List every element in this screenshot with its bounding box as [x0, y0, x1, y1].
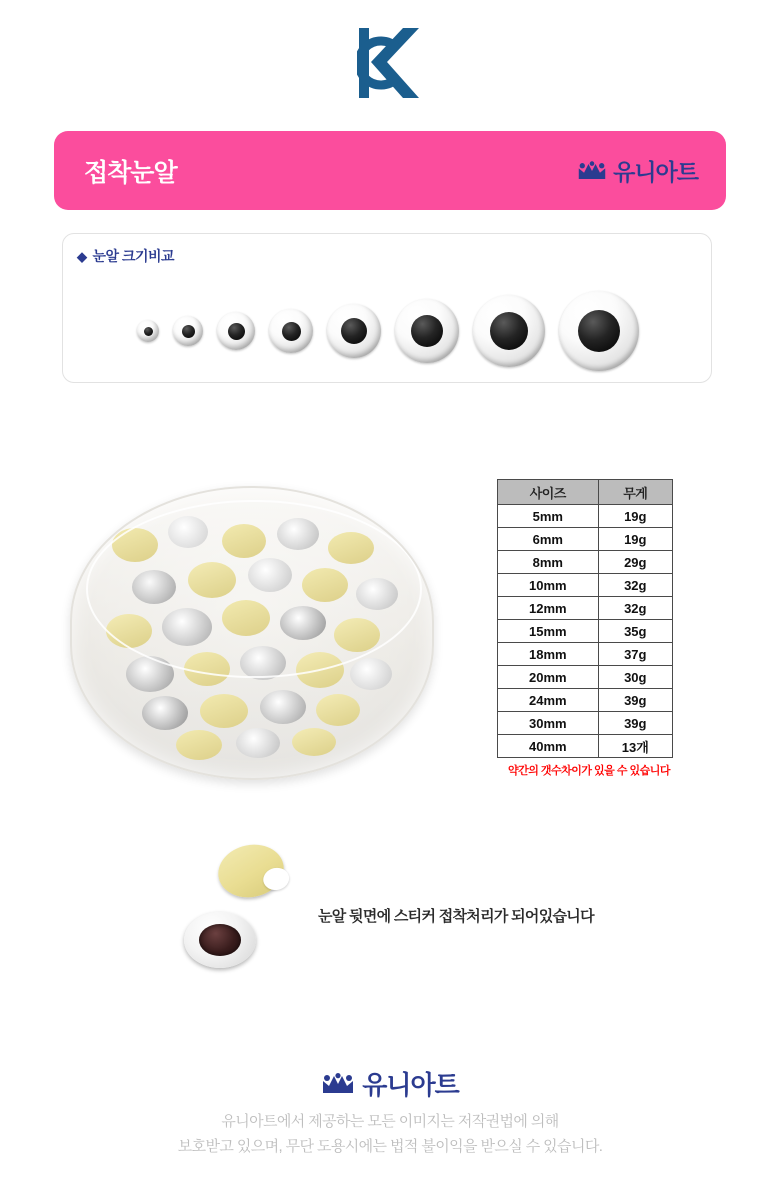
sticker-back-sample — [213, 839, 288, 904]
chip — [106, 614, 152, 648]
footer-brand-logo — [0, 1065, 780, 1102]
size-compare-label — [77, 246, 174, 266]
eye-pupil — [282, 322, 301, 341]
eye-size-row — [63, 286, 713, 376]
chip — [176, 730, 222, 760]
cell-size: 15mm — [498, 620, 599, 643]
cell-weight: 32g — [598, 597, 672, 620]
eye-sample — [217, 312, 255, 350]
cell-size: 5mm — [498, 505, 599, 528]
cell-size: 20mm — [498, 666, 599, 689]
footer-brand-name: 유니아트 — [362, 1070, 459, 1100]
brand-logo — [577, 154, 698, 187]
chip — [328, 532, 374, 564]
brand-name: 유니아트 — [613, 159, 698, 185]
table-row — [498, 505, 673, 528]
eye-sample — [473, 295, 545, 367]
cell-size: 18mm — [498, 643, 599, 666]
cell-weight: 32g — [598, 574, 672, 597]
chip — [162, 608, 212, 646]
eye-pupil — [144, 327, 153, 336]
copyright-line-1: 유니아트에서 제공하는 모든 이미지는 저작권법에 의해 — [221, 1113, 559, 1130]
product-container — [70, 486, 434, 780]
chip — [350, 658, 392, 690]
chip — [132, 570, 176, 604]
size-compare-box — [62, 233, 712, 383]
cell-size: 40mm — [498, 735, 599, 758]
spec-table — [497, 479, 673, 758]
eye-pupil — [228, 323, 245, 340]
kc-mark-icon — [357, 26, 423, 100]
cell-size: 10mm — [498, 574, 599, 597]
chip — [188, 562, 236, 598]
eye-pupil — [490, 312, 528, 350]
table-row — [498, 551, 673, 574]
table-row — [498, 666, 673, 689]
table-row — [498, 620, 673, 643]
table-row — [498, 574, 673, 597]
eye-sample — [327, 304, 381, 358]
eye-sample — [269, 309, 313, 353]
chip — [280, 606, 326, 640]
eye-sample — [395, 299, 459, 363]
cell-weight: 19g — [598, 505, 672, 528]
chip — [356, 578, 398, 610]
chip — [168, 516, 208, 548]
chip — [260, 690, 306, 724]
chip — [200, 694, 248, 728]
cell-size: 6mm — [498, 528, 599, 551]
eye-pupil — [199, 924, 241, 956]
table-header-row — [498, 480, 673, 505]
cell-weight: 29g — [598, 551, 672, 574]
chip — [112, 528, 158, 562]
chip — [248, 558, 292, 592]
chip — [222, 524, 266, 558]
eye-front-sample — [184, 912, 256, 968]
chip — [316, 694, 360, 726]
product-photo — [60, 466, 440, 796]
column-header-size: 사이즈 — [498, 480, 599, 505]
chip — [296, 652, 344, 688]
quantity-note: 약간의 갯수차이가 있을 수 있습니다 — [507, 765, 671, 777]
table-row — [498, 597, 673, 620]
eye-sample — [137, 320, 159, 342]
chip — [334, 618, 380, 652]
table-row — [498, 689, 673, 712]
diamond-bullet-icon: ◆ — [77, 248, 87, 264]
copyright-line-2: 보호받고 있으며, 무단 도용시에는 법적 불이익을 받으실 수 있습니다. — [177, 1138, 603, 1155]
cell-size: 30mm — [498, 712, 599, 735]
chip — [302, 568, 348, 602]
cell-weight: 35g — [598, 620, 672, 643]
cell-weight: 39g — [598, 712, 672, 735]
sticker-description: 눈알 뒷면에 스티커 접착처리가 되어있습니다 — [318, 908, 594, 925]
footer — [0, 1065, 780, 1156]
cell-weight: 37g — [598, 643, 672, 666]
crown-icon — [577, 161, 607, 181]
cell-size: 12mm — [498, 597, 599, 620]
chip — [222, 600, 270, 636]
chip — [292, 728, 336, 756]
chip — [142, 696, 188, 730]
cell-weight: 39g — [598, 689, 672, 712]
cell-weight: 30g — [598, 666, 672, 689]
eye-sample — [173, 316, 203, 346]
chip — [184, 652, 230, 686]
column-header-weight: 무게 — [598, 480, 672, 505]
eye-pupil — [578, 310, 620, 352]
crown-icon — [321, 1073, 355, 1095]
title-bar — [54, 131, 726, 210]
cell-weight: 13개 — [598, 735, 672, 758]
chip — [240, 646, 286, 680]
table-row — [498, 643, 673, 666]
eye-sample — [559, 291, 639, 371]
table-row — [498, 735, 673, 758]
eye-pupil — [341, 318, 367, 344]
cell-size: 24mm — [498, 689, 599, 712]
page-title: 접착눈알 — [84, 158, 177, 187]
eye-pupil — [411, 315, 443, 347]
table-row — [498, 712, 673, 735]
kc-mark-wrap — [0, 26, 780, 100]
cell-weight: 19g — [598, 528, 672, 551]
cell-size: 8mm — [498, 551, 599, 574]
chip — [126, 656, 174, 692]
table-row — [498, 528, 673, 551]
eye-pupil — [182, 325, 195, 338]
chip — [277, 518, 319, 550]
size-compare-text: 눈알 크기비교 — [92, 248, 175, 264]
chip — [236, 728, 280, 758]
